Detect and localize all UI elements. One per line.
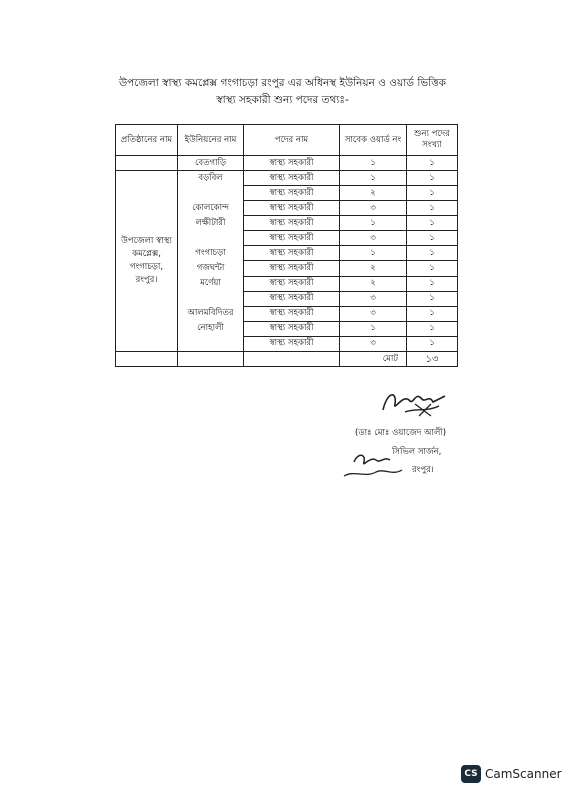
ward-cell: ৩: [340, 201, 407, 216]
post-cell: স্বাস্থ্য সহকারী: [244, 231, 340, 246]
count-cell: ১: [407, 216, 458, 231]
post-cell: স্বাস্থ্য সহকারী: [244, 216, 340, 231]
signature-mark: [375, 382, 455, 422]
ward-cell: ১: [340, 216, 407, 231]
vacancy-table: [115, 124, 458, 367]
post-cell: স্বাস্থ্য সহকারী: [244, 291, 340, 306]
table-header-row: [116, 125, 458, 156]
header-count: শুন্য পদের সংখ্যা: [407, 125, 458, 156]
count-cell: ১: [407, 201, 458, 216]
camscanner-watermark: [461, 765, 562, 783]
union-name: মর্ণেয়া: [200, 278, 221, 288]
signatory-name: (ডাঃ মোঃ ওয়াজেদ আলী): [355, 428, 447, 438]
ward-cell: ৩: [340, 291, 407, 306]
header-ward: সাবেক ওয়ার্ড নং: [340, 125, 407, 156]
ward-cell: ২: [340, 186, 407, 201]
post-cell: স্বাস্থ্য সহকারী: [244, 336, 340, 351]
union-name: লক্ষীটারী: [195, 218, 226, 228]
post-cell: স্বাস্থ্য সহকারী: [244, 261, 340, 276]
count-cell: ১: [407, 291, 458, 306]
table-row: [116, 156, 458, 171]
total-label: মোট: [340, 352, 407, 367]
total-row: [116, 352, 458, 367]
post-cell: স্বাস্থ্য সহকারী: [244, 186, 340, 201]
ward-cell: ৩: [340, 231, 407, 246]
count-cell: ১: [407, 171, 458, 186]
ward-cell: ১: [340, 321, 407, 336]
post-cell: স্বাস্থ্য সহকারী: [244, 276, 340, 291]
institution-cell: উপজেলা স্বাস্থ্য কমপ্লেক্স, গংগাচড়া, রংপুর।: [116, 171, 178, 352]
empty-cell: [244, 352, 340, 367]
ward-cell: ১: [340, 156, 407, 171]
empty-cell: [116, 156, 178, 171]
count-cell: ১: [407, 306, 458, 321]
count-cell: ১: [407, 231, 458, 246]
union-name: গজঘন্টা: [196, 263, 225, 273]
table-row: [116, 171, 458, 186]
union-column: [178, 171, 244, 352]
signatory-place: রংপুর।: [412, 465, 434, 475]
post-cell: স্বাস্থ্য সহকারী: [244, 156, 340, 171]
total-value: ১৩: [407, 352, 458, 367]
document-title-line2: স্বাস্থ্য সহকারী শুন্য পদের তথ্যঃ-: [216, 94, 349, 106]
header-institution: প্রতিষ্ঠানের নাম: [116, 125, 178, 156]
ward-cell: ১: [340, 246, 407, 261]
header-union: ইউনিয়নের নাম: [178, 125, 244, 156]
signatory-title: সিভিল সার্জন,: [392, 447, 442, 457]
union-name: [178, 231, 243, 246]
union-name: কোলকোন্দ: [192, 203, 229, 213]
ward-cell: ২: [340, 276, 407, 291]
union-name: [178, 291, 243, 306]
camscanner-label: CamScanner: [485, 767, 562, 781]
union-name: আলমবিদিতর: [187, 308, 234, 318]
document-title-line1: উপজেলা স্বাস্থ্য কমপ্লেক্স গংগাচড়া রংপুর এর অধিনস্থ ইউনিয়ন ও ওয়ার্ড ভিত্তিক: [118, 77, 447, 89]
empty-cell: [116, 352, 178, 367]
post-cell: স্বাস্থ্য সহকারী: [244, 201, 340, 216]
union-name: [178, 336, 243, 351]
ward-cell: ২: [340, 261, 407, 276]
union-cell: বেতগাড়ি: [178, 156, 244, 171]
ward-cell: ১: [340, 171, 407, 186]
count-cell: ১: [407, 321, 458, 336]
empty-cell: [178, 352, 244, 367]
post-cell: স্বাস্থ্য সহকারী: [244, 306, 340, 321]
ward-cell: ৩: [340, 336, 407, 351]
count-cell: ১: [407, 246, 458, 261]
header-post: পদের নাম: [244, 125, 340, 156]
post-cell: স্বাস্থ্য সহকারী: [244, 171, 340, 186]
count-cell: ১: [407, 186, 458, 201]
count-cell: ১: [407, 261, 458, 276]
post-cell: স্বাস্থ্য সহকারী: [244, 321, 340, 336]
count-cell: ১: [407, 276, 458, 291]
count-cell: ১: [407, 156, 458, 171]
camscanner-icon: CS: [461, 765, 481, 783]
union-name: নোহালী: [197, 323, 224, 333]
union-name: [178, 186, 243, 201]
count-cell: ১: [407, 336, 458, 351]
ward-cell: ৩: [340, 306, 407, 321]
union-name: গংগাচড়া: [195, 248, 226, 258]
initials-signature: [340, 448, 410, 482]
union-name: বড়বিল: [198, 173, 223, 183]
post-cell: স্বাস্থ্য সহকারী: [244, 246, 340, 261]
